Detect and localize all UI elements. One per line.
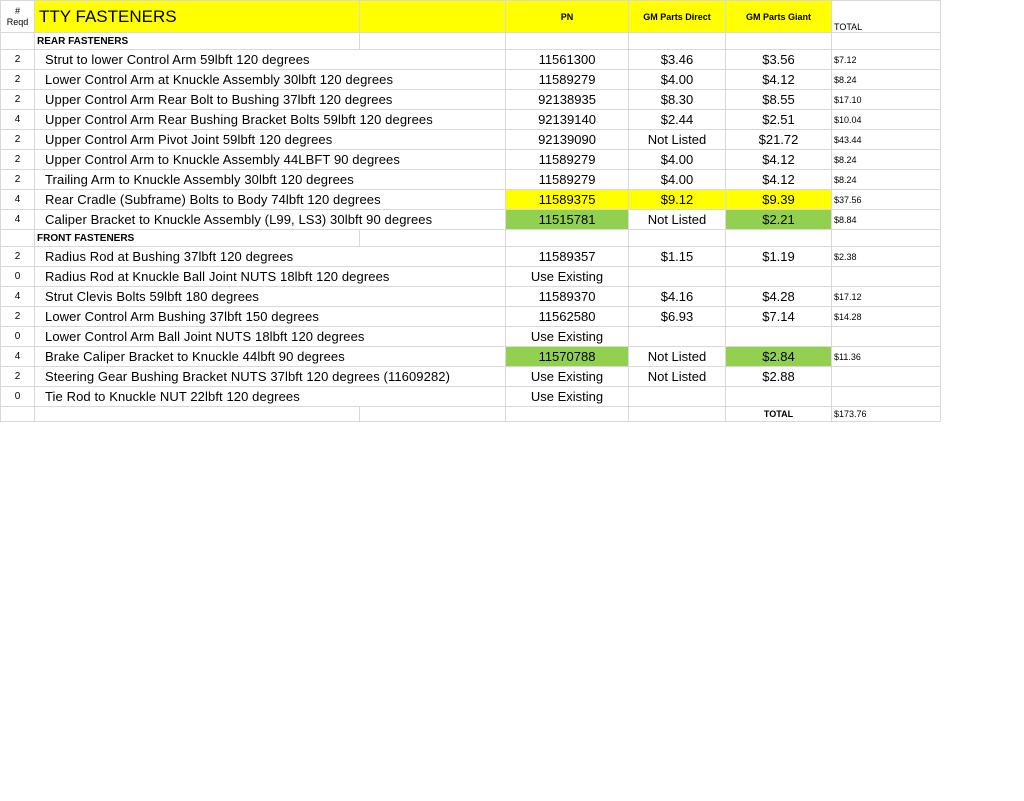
pn-cell[interactable]: 11515781 [506, 210, 629, 230]
gm-parts-direct-cell[interactable]: $4.00 [629, 150, 726, 170]
grand-total-row [1, 407, 941, 422]
gm-parts-giant-cell[interactable]: $2.84 [726, 347, 832, 367]
description-cell[interactable]: Rear Cradle (Subframe) Bolts to Body 74lbft 120 degrees [35, 190, 506, 210]
description-cell[interactable]: Tie Rod to Knuckle NUT 22lbft 120 degrees [35, 387, 506, 407]
gm-parts-giant-cell[interactable]: $3.56 [726, 50, 832, 70]
empty-cell[interactable] [629, 33, 726, 50]
pn-cell[interactable]: 11589279 [506, 170, 629, 190]
pn-cell[interactable]: 92139090 [506, 130, 629, 150]
reqd-cell[interactable]: 4 [1, 110, 35, 130]
gm-parts-giant-header[interactable] [726, 1, 832, 33]
front-section-label[interactable]: FRONT FASTENERS [35, 230, 360, 247]
gm-parts-direct-cell[interactable]: $3.46 [629, 50, 726, 70]
gm-parts-giant-cell[interactable]: $2.51 [726, 110, 832, 130]
pn-cell[interactable]: Use Existing [506, 327, 629, 347]
gm-parts-direct-cell[interactable]: Not Listed [629, 210, 726, 230]
empty-cell[interactable] [506, 33, 629, 50]
empty-cell[interactable] [360, 230, 506, 247]
gm-parts-giant-cell[interactable]: $2.21 [726, 210, 832, 230]
total-cell[interactable]: $14.28 [832, 307, 941, 327]
pn-header[interactable] [506, 1, 629, 33]
pn-cell[interactable]: 11561300 [506, 50, 629, 70]
description-cell[interactable]: Lower Control Arm at Knuckle Assembly 30lbft 120 degrees [35, 70, 506, 90]
empty-cell[interactable] [832, 230, 941, 247]
gm-parts-direct-cell[interactable]: $4.00 [629, 170, 726, 190]
gm-parts-giant-cell[interactable]: $8.55 [726, 90, 832, 110]
description-cell[interactable]: Strut to lower Control Arm 59lbft 120 degrees [35, 50, 506, 70]
reqd-cell[interactable]: 4 [1, 287, 35, 307]
pn-cell[interactable]: Use Existing [506, 267, 629, 287]
table-row [1, 387, 941, 407]
pn-cell[interactable]: 11589357 [506, 247, 629, 267]
gm-parts-giant-cell[interactable]: $21.72 [726, 130, 832, 150]
gm-parts-direct-header-label: GM Parts Direct [643, 11, 711, 22]
total-cell[interactable]: $17.12 [832, 287, 941, 307]
reqd-cell[interactable]: 4 [1, 347, 35, 367]
pn-cell[interactable]: 11589279 [506, 150, 629, 170]
pn-cell[interactable]: Use Existing [506, 367, 629, 387]
table-row [1, 90, 941, 110]
fastener-spreadsheet [0, 0, 941, 422]
table-row [1, 367, 941, 387]
gm-parts-giant-cell[interactable]: $1.19 [726, 247, 832, 267]
total-cell[interactable]: $10.04 [832, 110, 941, 130]
empty-cell[interactable] [726, 33, 832, 50]
gm-parts-direct-cell[interactable]: $4.16 [629, 287, 726, 307]
description-cell[interactable]: Brake Caliper Bracket to Knuckle 44lbft 90 degrees [35, 347, 506, 367]
reqd-cell[interactable]: 4 [1, 210, 35, 230]
gm-parts-direct-cell[interactable]: Not Listed [629, 367, 726, 387]
total-cell[interactable]: $17.10 [832, 90, 941, 110]
gm-parts-direct-cell[interactable]: Not Listed [629, 347, 726, 367]
reqd-cell[interactable]: 0 [1, 267, 35, 287]
pn-cell[interactable]: 11562580 [506, 307, 629, 327]
total-cell[interactable] [832, 327, 941, 347]
table-row [1, 110, 941, 130]
description-cell[interactable]: Lower Control Arm Bushing 37lbft 150 degrees [35, 307, 506, 327]
table-row [1, 267, 941, 287]
description-cell[interactable]: Radius Rod at Bushing 37lbft 120 degrees [35, 247, 506, 267]
total-cell[interactable]: $8.24 [832, 170, 941, 190]
reqd-cell[interactable]: 2 [1, 367, 35, 387]
reqd-header[interactable] [1, 1, 35, 33]
gm-parts-direct-cell[interactable]: $2.44 [629, 110, 726, 130]
gm-parts-direct-cell[interactable]: $8.30 [629, 90, 726, 110]
empty-cell[interactable] [1, 230, 35, 247]
header-row [1, 1, 941, 33]
total-cell[interactable]: $37.56 [832, 190, 941, 210]
empty-cell[interactable] [832, 33, 941, 50]
gm-parts-direct-cell[interactable] [629, 327, 726, 347]
table-row [1, 347, 941, 367]
table-row [1, 130, 941, 150]
table-row [1, 210, 941, 230]
description-cell[interactable]: Lower Control Arm Ball Joint NUTS 18lbft 120 degrees [35, 327, 506, 347]
table-row [1, 190, 941, 210]
empty-cell[interactable] [506, 407, 629, 422]
empty-cell[interactable] [629, 407, 726, 422]
reqd-cell[interactable]: 0 [1, 327, 35, 347]
total-cell[interactable]: $7.12 [832, 50, 941, 70]
empty-cell[interactable] [506, 230, 629, 247]
gm-parts-direct-cell[interactable]: Not Listed [629, 130, 726, 150]
table-row [1, 247, 941, 267]
total-cell[interactable]: $43.44 [832, 130, 941, 150]
gm-parts-giant-cell[interactable]: $4.12 [726, 150, 832, 170]
gm-parts-giant-cell[interactable] [726, 327, 832, 347]
gm-parts-giant-cell[interactable] [726, 267, 832, 287]
pn-cell[interactable]: Use Existing [506, 387, 629, 407]
gm-parts-giant-cell[interactable]: $7.14 [726, 307, 832, 327]
reqd-cell[interactable]: 2 [1, 150, 35, 170]
description-cell[interactable]: Strut Clevis Bolts 59lbft 180 degrees [35, 287, 506, 307]
table-row [1, 287, 941, 307]
pn-cell[interactable]: 11589370 [506, 287, 629, 307]
reqd-cell[interactable]: 2 [1, 90, 35, 110]
table-row [1, 150, 941, 170]
gm-parts-direct-cell[interactable] [629, 387, 726, 407]
reqd-cell[interactable]: 4 [1, 190, 35, 210]
sheet-title: TTY FASTENERS [39, 6, 177, 26]
reqd-header-label: # Reqd [6, 5, 29, 27]
gm-parts-giant-cell[interactable]: $4.12 [726, 70, 832, 90]
description-cell[interactable]: Upper Control Arm Rear Bushing Bracket Bolts 59lbft 120 degrees [35, 110, 506, 130]
front-section-row [1, 230, 941, 247]
gm-parts-direct-cell[interactable]: $6.93 [629, 307, 726, 327]
total-header-label: TOTAL [834, 22, 863, 32]
empty-cell[interactable] [1, 33, 35, 50]
pn-cell[interactable]: 11589279 [506, 70, 629, 90]
gm-parts-direct-cell[interactable]: $9.12 [629, 190, 726, 210]
pn-cell[interactable]: 11570788 [506, 347, 629, 367]
table-row [1, 50, 941, 70]
grand-total-label[interactable]: TOTAL [726, 407, 832, 422]
empty-cell[interactable] [1, 407, 35, 422]
description-cell[interactable]: Radius Rod at Knuckle Ball Joint NUTS 18lbft 120 degrees [35, 267, 506, 287]
total-header[interactable] [832, 1, 941, 33]
grand-total-value[interactable]: $173.76 [832, 407, 941, 422]
empty-cell[interactable] [629, 230, 726, 247]
table-row [1, 327, 941, 347]
gm-parts-giant-cell[interactable]: $4.12 [726, 170, 832, 190]
reqd-cell[interactable]: 2 [1, 307, 35, 327]
description-cell[interactable]: Steering Gear Bushing Bracket NUTS 37lbft 120 degrees (11609282) [35, 367, 506, 387]
reqd-cell[interactable]: 0 [1, 387, 35, 407]
pn-cell[interactable]: 92139140 [506, 110, 629, 130]
gm-parts-giant-cell[interactable] [726, 387, 832, 407]
reqd-cell[interactable]: 2 [1, 70, 35, 90]
empty-cell[interactable] [726, 230, 832, 247]
total-cell[interactable]: $11.36 [832, 347, 941, 367]
reqd-cell[interactable]: 2 [1, 50, 35, 70]
pn-cell[interactable]: 11589375 [506, 190, 629, 210]
description-cell[interactable]: Trailing Arm to Knuckle Assembly 30lbft 120 degrees [35, 170, 506, 190]
pn-cell[interactable]: 92138935 [506, 90, 629, 110]
sheet-title-cell[interactable] [35, 1, 360, 33]
rear-section-row [1, 33, 941, 50]
description-cell[interactable]: Upper Control Arm Rear Bolt to Bushing 37lbft 120 degrees [35, 90, 506, 110]
gm-parts-direct-cell[interactable] [629, 267, 726, 287]
gm-parts-giant-cell[interactable]: $2.88 [726, 367, 832, 387]
total-cell[interactable] [832, 387, 941, 407]
gm-parts-giant-cell[interactable]: $9.39 [726, 190, 832, 210]
rear-section-label[interactable]: REAR FASTENERS [35, 33, 360, 50]
total-cell[interactable]: $8.24 [832, 70, 941, 90]
empty-cell[interactable] [360, 407, 506, 422]
gm-parts-direct-header[interactable] [629, 1, 726, 33]
table-row [1, 170, 941, 190]
empty-cell[interactable] [35, 407, 360, 422]
total-cell[interactable] [832, 267, 941, 287]
empty-cell[interactable] [360, 33, 506, 50]
gm-parts-direct-cell[interactable]: $4.00 [629, 70, 726, 90]
pn-header-label: PN [560, 11, 574, 22]
description-cell[interactable]: Upper Control Arm to Knuckle Assembly 44LBFT 90 degrees [35, 150, 506, 170]
gm-parts-giant-header-label: GM Parts Giant [745, 11, 811, 22]
total-cell[interactable] [832, 367, 941, 387]
reqd-cell[interactable]: 2 [1, 130, 35, 150]
title-extension-cell[interactable] [360, 1, 506, 33]
table-row [1, 307, 941, 327]
gm-parts-direct-cell[interactable]: $1.15 [629, 247, 726, 267]
total-cell[interactable]: $8.24 [832, 150, 941, 170]
description-cell[interactable]: Upper Control Arm Pivot Joint 59lbft 120 degrees [35, 130, 506, 150]
description-cell[interactable]: Caliper Bracket to Knuckle Assembly (L99, LS3) 30lbft 90 degrees [35, 210, 506, 230]
total-cell[interactable]: $2.38 [832, 247, 941, 267]
total-cell[interactable]: $8.84 [832, 210, 941, 230]
reqd-cell[interactable]: 2 [1, 247, 35, 267]
reqd-cell[interactable]: 2 [1, 170, 35, 190]
gm-parts-giant-cell[interactable]: $4.28 [726, 287, 832, 307]
table-row [1, 70, 941, 90]
